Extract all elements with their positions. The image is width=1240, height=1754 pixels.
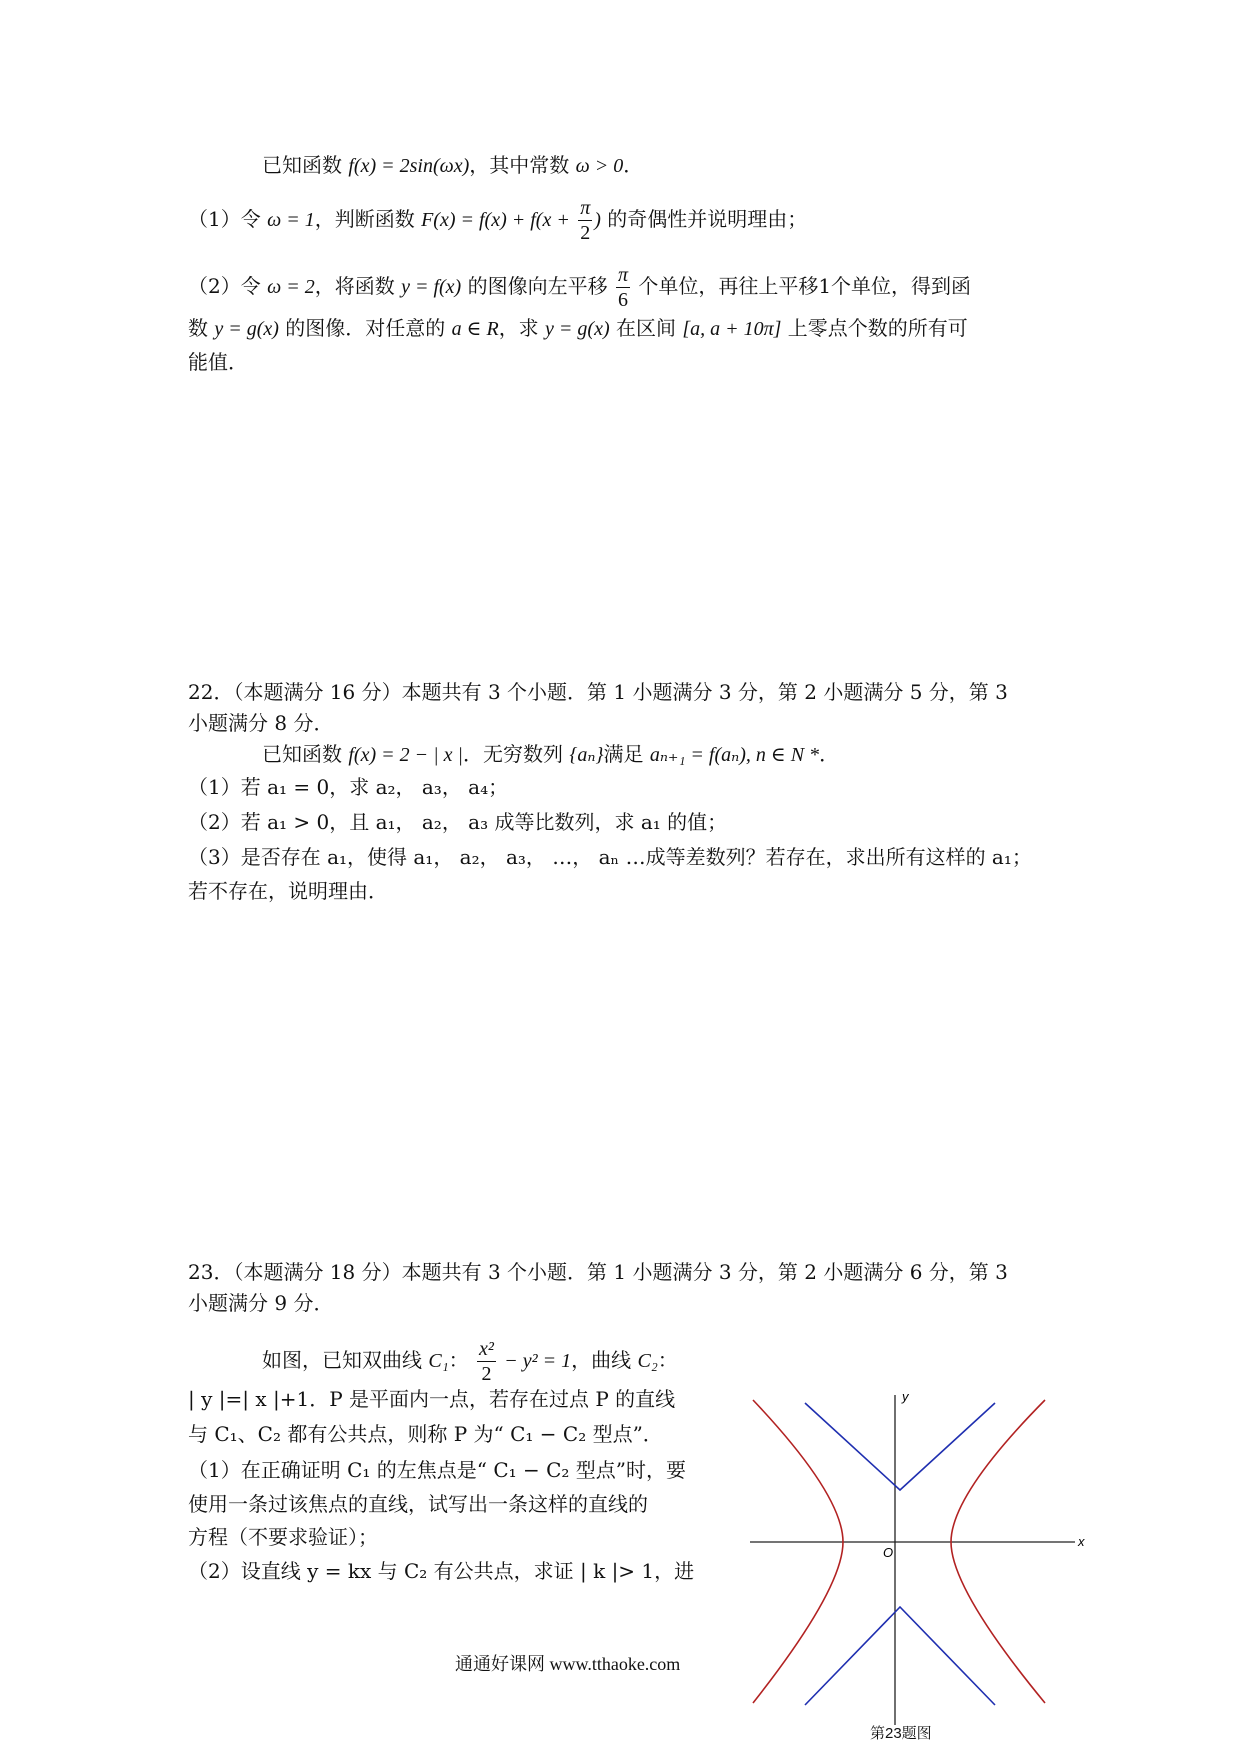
q22-intro: 已知函数 f(x) = 2 − | x |．无穷数列 {aₙ}满足 aₙ₊₁ = f(aₙ), n ∈ N *． (262, 742, 840, 766)
q23-header-line2: 小题满分 9 分． (188, 1291, 334, 1315)
q23-part2-line1: （2）设直线 y = kx 与 C₂ 有公共点，求证 | k |> 1，进 (188, 1559, 695, 1583)
q22-part3-line1: （3）是否存在 a₁，使得 a₁， a₂， a₃， …， aₙ …成等差数列？若存在，求出所有这样的 a₁； (188, 845, 1032, 869)
q23-part1-line2: 使用一条过该焦点的直线，试写出一条这样的直线的 (188, 1492, 648, 1516)
fraction-pi-over-6: $\frac{\pi}{6}$ (617, 264, 628, 311)
fraction-pi-over-2: $\frac{\pi}{2}$ (580, 197, 591, 244)
q23-line3: 与 C₁、C₂ 都有公共点，则称 P 为“ C₁ − C₂ 型点”． (188, 1422, 663, 1446)
q23-part1-line1: （1）在正确证明 C₁ 的左焦点是“ C₁ − C₂ 型点”时，要 (188, 1458, 687, 1482)
q23-part1-line3: 方程（不要求验证）； (188, 1525, 378, 1549)
hyperbola-left-branch (753, 1400, 843, 1703)
curve-c2-lower (805, 1607, 995, 1705)
q22-part1: （1）若 a₁ = 0，求 a₂， a₃， a₄； (188, 775, 509, 799)
origin-label: O (883, 1545, 894, 1560)
q22-part3-line2: 若不存在，说明理由． (188, 879, 388, 903)
q21-part2-line1: （2）令 ω = 2，将函数 y = f(x) 的图像向左平移 $\frac{\pi}{6}$ 个单位，再往上平移1个单位，得到函 (188, 264, 972, 311)
q23-header-line1: 23．（本题满分 18 分）本题共有 3 个小题．第 1 小题满分 3 分，第 2 小题满分 6 分，第 3 (188, 1260, 1008, 1284)
q21-part1: （1）令 ω = 1，判断函数 F(x) = f(x) + f(x + $\frac{\pi}{2}$ ) 的奇偶性并说明理由； (188, 197, 808, 244)
q23-line2: | y |=| x |+1．P 是平面内一点，若存在过点 P 的直线 (188, 1387, 676, 1411)
q23-intro: 如图，已知双曲线 C₁： $\frac{\text{x²}}{2}$ − y² = 1，曲线 C₂： (262, 1338, 678, 1385)
x-axis-label: x (1078, 1534, 1085, 1549)
q21-part2-line3: 能值． (188, 350, 248, 374)
q21-part2-line2: 数 y = g(x) 的图像．对任意的 a ∈ R，求 y = g(x) 在区间 [a, a + 10π] 上零点个数的所有可 (188, 316, 968, 340)
q22-header-line1: 22．（本题满分 16 分）本题共有 3 个小题．第 1 小题满分 3 分，第 2 小题满分 5 分，第 3 (188, 680, 1008, 704)
figure-caption: 第23题图 (870, 1725, 932, 1742)
hyperbola-figure (745, 1385, 1095, 1730)
y-axis-label: y (902, 1389, 909, 1404)
q22-part2: （2）若 a₁ > 0，且 a₁， a₂， a₃ 成等比数列，求 a₁ 的值； (188, 810, 728, 834)
footer-watermark: 通通好课网 www.tthaoke.com (455, 1654, 681, 1674)
q22-header-line2: 小题满分 8 分． (188, 711, 334, 735)
q21-intro: 已知函数 f(x) = 2sin(ωx)，其中常数 ω > 0． (262, 153, 644, 177)
curve-c2-upper (805, 1403, 995, 1490)
fraction-x2-over-2: $\frac{\text{x²}}{2}$ (479, 1338, 494, 1385)
hyperbola-right-branch (951, 1400, 1045, 1703)
